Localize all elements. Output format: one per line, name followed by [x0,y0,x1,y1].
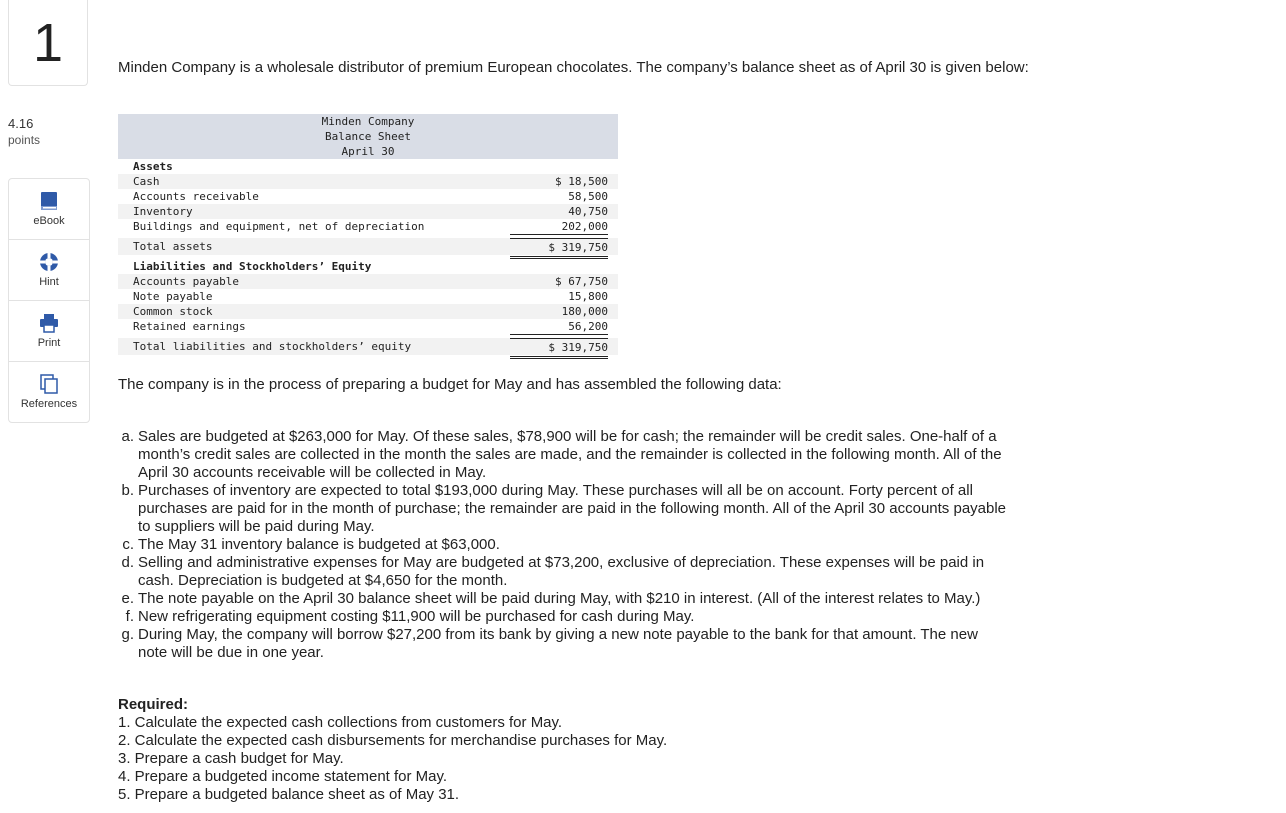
list-item [120,608,1070,626]
table-row [118,289,618,304]
table-row [118,304,618,319]
required-item: 1. Calculate the expected cash collections from customers for May. [118,714,563,731]
item-line: purchases are paid for in the month of purchase; the remainder are paid in the following month. All of the April 30 accounts payable [138,500,1007,517]
assets-heading-row [118,159,618,174]
list-item [120,554,1070,590]
required-section [118,696,667,804]
required-item: 3. Prepare a cash budget for May. [118,750,344,767]
lifebuoy-icon [39,252,59,272]
table-row [118,319,618,334]
item-line: Selling and administrative expenses for May are budgeted at $73,200, exclusive of depreciation. These expenses will be paid in [138,554,985,571]
table-row [118,274,618,289]
print-label: Print [37,337,61,349]
statement-date: April 30 [341,145,395,158]
hint-button[interactable] [9,240,89,301]
row-label: Buildings and equipment, net of depreciation [133,220,425,233]
assets-heading: Assets [133,160,173,173]
row-label: Retained earnings [133,320,246,333]
total-assets-row [118,238,618,255]
item-line: The note payable on the April 30 balance sheet will be paid during May, with $210 in interest. (All of the interest relates to May.) [138,590,981,607]
table-row [118,219,618,234]
item-line: During May, the company will borrow $27,200 from its bank by giving a new note payable to the bank for that amount. The new [138,626,978,643]
table-row [118,189,618,204]
row-amount: $ 67,750 [555,275,608,288]
table-row [118,204,618,219]
ebook-label: eBook [33,215,65,227]
references-label: References [20,398,78,410]
assembled-text: The company is in the process of preparing a budget for May and has assembled the following data: [118,376,782,393]
liab-heading: Liabilities and Stockholders’ Equity [133,260,372,273]
row-label: Total liabilities and stockholders’ equity [133,340,412,353]
item-letter: g. [121,626,134,643]
list-item [120,590,1070,608]
row-amount: $ 319,750 [510,338,608,359]
item-letter: b. [121,482,134,499]
required-heading: Required: [118,696,189,713]
required-item: 4. Prepare a budgeted income statement for May. [118,768,448,785]
row-amount: 58,500 [568,190,608,203]
item-line: The May 31 inventory balance is budgeted at $63,000. [138,536,500,553]
item-letter: f. [125,608,134,625]
item-line: to suppliers will be paid during May. [138,518,375,535]
list-item [120,482,1070,536]
item-letter: e. [121,590,134,607]
row-amount: 15,800 [568,290,608,303]
row-label: Total assets [133,240,213,253]
print-button[interactable] [9,301,89,362]
tool-panel [8,178,90,423]
references-button[interactable] [9,362,89,422]
row-amount: 180,000 [561,305,608,318]
points-value: 4.16 [8,116,34,131]
liab-heading-row [118,259,618,274]
row-label: Cash [133,175,160,188]
row-amount: 40,750 [568,205,608,218]
row-amount: 202,000 [510,219,608,235]
list-item [120,626,1070,662]
table-row [118,174,618,189]
total-liab-row [118,338,618,355]
row-amount: $ 319,750 [510,238,608,259]
points-label: points [8,133,41,147]
row-amount: $ 18,500 [555,175,608,188]
row-amount: 56,200 [510,319,608,335]
item-line: note will be due in one year. [138,644,324,661]
item-line: Sales are budgeted at $263,000 for May. Of these sales, $78,900 will be for cash; the remainder will be credit sales. One-half of a [138,428,997,445]
item-line: Purchases of inventory are expected to total $193,000 during May. These purchases will all be on account. Forty percent of all [138,482,973,499]
company-name: Minden Company [321,115,415,128]
item-line: cash. Depreciation is budgeted at $4,650 for the month. [138,572,508,589]
item-letter: d. [121,554,134,571]
balance-sheet [118,114,618,355]
item-letter: c. [122,536,134,553]
printer-icon [39,313,59,333]
required-item: 2. Calculate the expected cash disbursements for merchandise purchases for May. [118,732,668,749]
row-label: Inventory [133,205,193,218]
row-label: Accounts payable [133,275,239,288]
list-item [120,536,1070,554]
row-label: Accounts receivable [133,190,259,203]
row-label: Note payable [133,290,213,303]
data-items-list [120,428,1070,662]
required-item: 5. Prepare a budgeted balance sheet as of May 31. [118,786,460,803]
item-line: April 30 accounts receivable will be collected in May. [138,464,487,481]
item-line: New refrigerating equipment costing $11,900 will be purchased for cash during May. [138,608,695,625]
item-line: month’s credit sales are collected in the month the sales are made, and the remainder is collected in the following month. All of the [138,446,1002,463]
balance-sheet-header [118,114,618,159]
row-label: Common stock [133,305,213,318]
ebook-button[interactable] [9,179,89,240]
question-number: 1 [8,0,88,86]
item-letter: a. [121,428,134,445]
intro-text: Minden Company is a wholesale distributor of premium European chocolates. The company’s balance sheet as of April 30 is given below: [118,59,1029,76]
hint-label: Hint [39,276,59,288]
book-icon [40,191,58,211]
statement-title: Balance Sheet [324,130,412,143]
list-item [120,428,1070,482]
documents-icon [40,374,58,394]
